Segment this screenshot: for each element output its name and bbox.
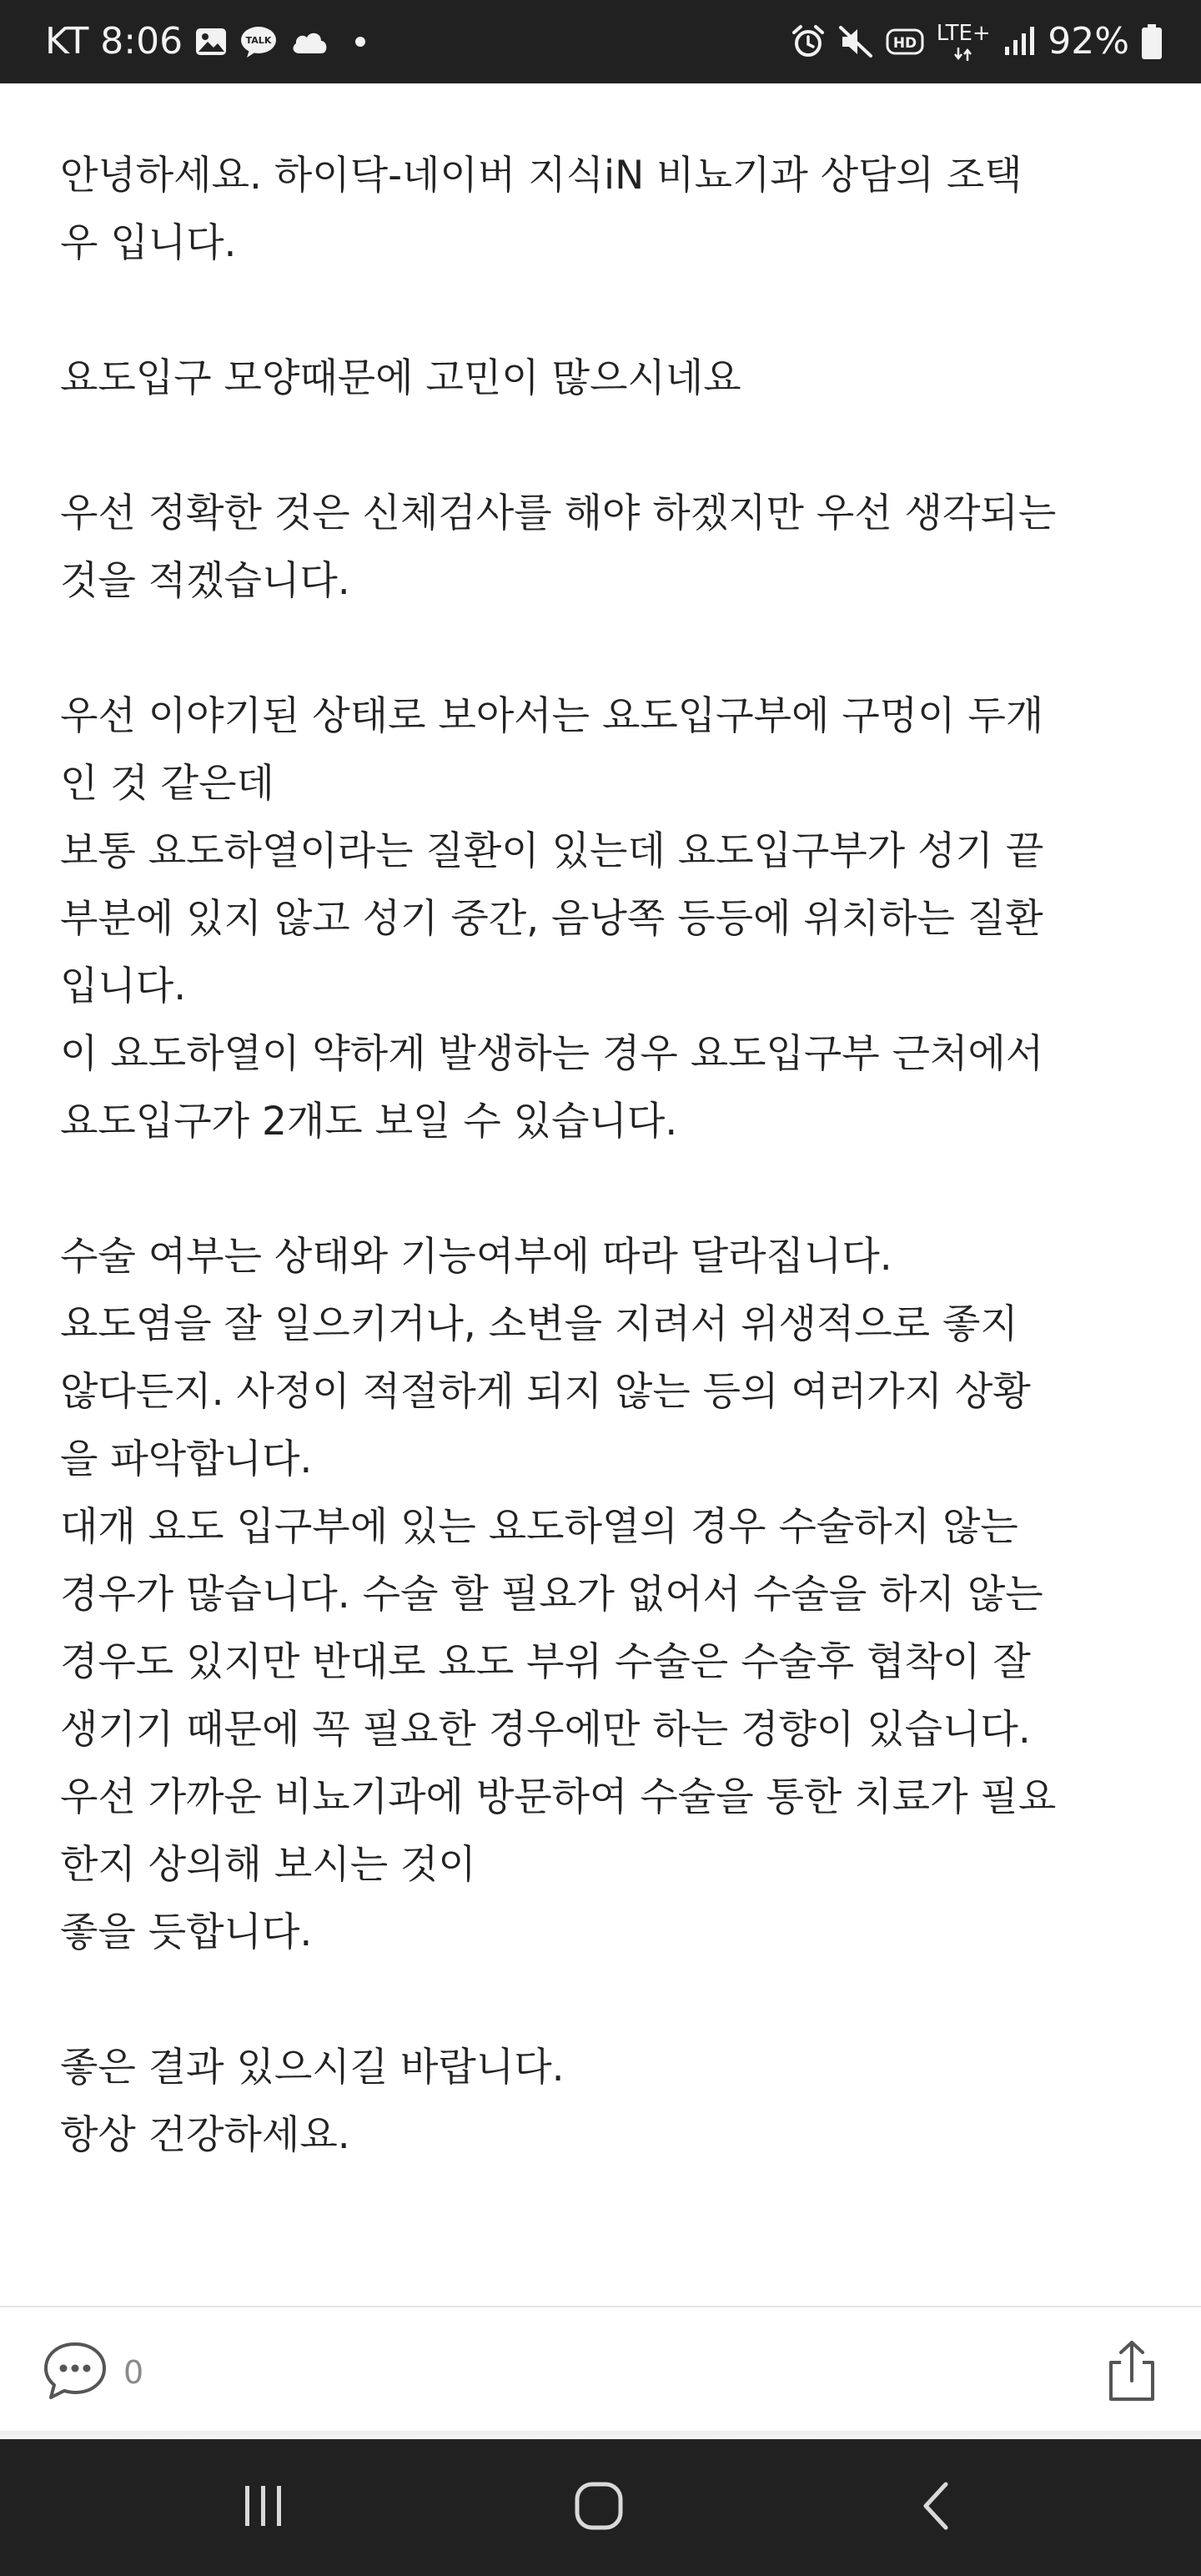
action-bar <box>0 2306 1201 2433</box>
recent-apps-button[interactable] <box>214 2474 314 2541</box>
answer-paragraph: 요도입구 모양때문에 고민이 많으시네요 <box>60 355 741 401</box>
home-button[interactable] <box>549 2474 649 2541</box>
gallery-icon <box>194 27 228 57</box>
back-button[interactable] <box>886 2474 986 2541</box>
answer-paragraph: 좋은 결과 있으시길 바랍니다. 항상 건강하세요. <box>60 2045 565 2158</box>
status-left <box>45 0 366 83</box>
share-icon <box>1104 2390 1159 2406</box>
comment-icon <box>42 2341 108 2404</box>
comment-button[interactable] <box>42 2341 143 2404</box>
recent-apps-icon <box>239 2483 289 2533</box>
network-label: LTE+ <box>936 21 991 46</box>
dot-icon <box>354 36 366 48</box>
hd-icon <box>886 27 924 57</box>
answer-content <box>60 142 1144 2236</box>
divider <box>0 2431 1201 2439</box>
back-icon <box>917 2479 954 2536</box>
navigation-bar <box>0 2439 1201 2576</box>
signal-icon <box>1003 25 1036 58</box>
answer-paragraph: 우선 이야기된 상태로 보아서는 요도입구부에 구멍이 두개 인 것 같은데 보통 요도하열이라는 질환이 있는데 요도입구부가 성기 끝 부분에 있지 않고 성기 중간, 음낭쪽 등등에 위치하는 질환 입니다. 이 요도하열이 약하게 발생하는 경우 요도입구부 근처에서 요도입구가 2개도 보일 수 있습니다. <box>60 693 1044 1145</box>
kakaotalk-icon <box>239 25 278 58</box>
answer-paragraph: 우선 정확한 것은 신체검사를 해야 하겠지만 우선 생각되는 것을 적겠습니다. <box>60 491 1057 604</box>
svg-text:HD: HD <box>893 35 917 52</box>
alarm-icon <box>791 24 826 59</box>
home-icon <box>572 2479 626 2536</box>
status-bar <box>0 0 1201 83</box>
battery-icon <box>1141 23 1163 60</box>
answer-paragraph: 안녕하세요. 하이닥-네이버 지식iN 비뇨기과 상담의 조택 우 입니다. <box>60 153 1023 266</box>
cloud-icon <box>289 28 329 55</box>
mute-icon <box>837 24 874 59</box>
answer-paragraph: 수술 여부는 상태와 기능여부에 따라 달라집니다. 요도염을 잘 일으키거나, 소변을 지려서 위생적으로 좋지 않다든지. 사정이 적절하게 되지 않는 등의 여러가지 상황 을 파악합니다. 대개 요도 입구부에 있는 요도하열의 경우 수술하지 않는 경우가 많습니다. 수술 할 필요가 없어서 수술을 하지 않는 경우도 있지만 반대로 요도 부위 수술은 수술후 협착이 잘 생기기 때문에 꼭 필요한 경우에만 하는 경향이 있습니다. 우선 가까운 비뇨기과에 방문하여 수술을 통한 치료가 필요 한지 상의해 보시는 것이 좋을 듯합니다. <box>60 1234 1057 1955</box>
lte-icon <box>936 17 991 67</box>
share-button[interactable] <box>1104 2339 1159 2406</box>
status-right <box>791 0 1163 83</box>
carrier-time: KT 8:06 <box>45 20 183 63</box>
battery-percent: 92% <box>1048 20 1129 63</box>
svg-text:TALK: TALK <box>245 35 272 46</box>
comment-count: 0 <box>123 2354 144 2391</box>
